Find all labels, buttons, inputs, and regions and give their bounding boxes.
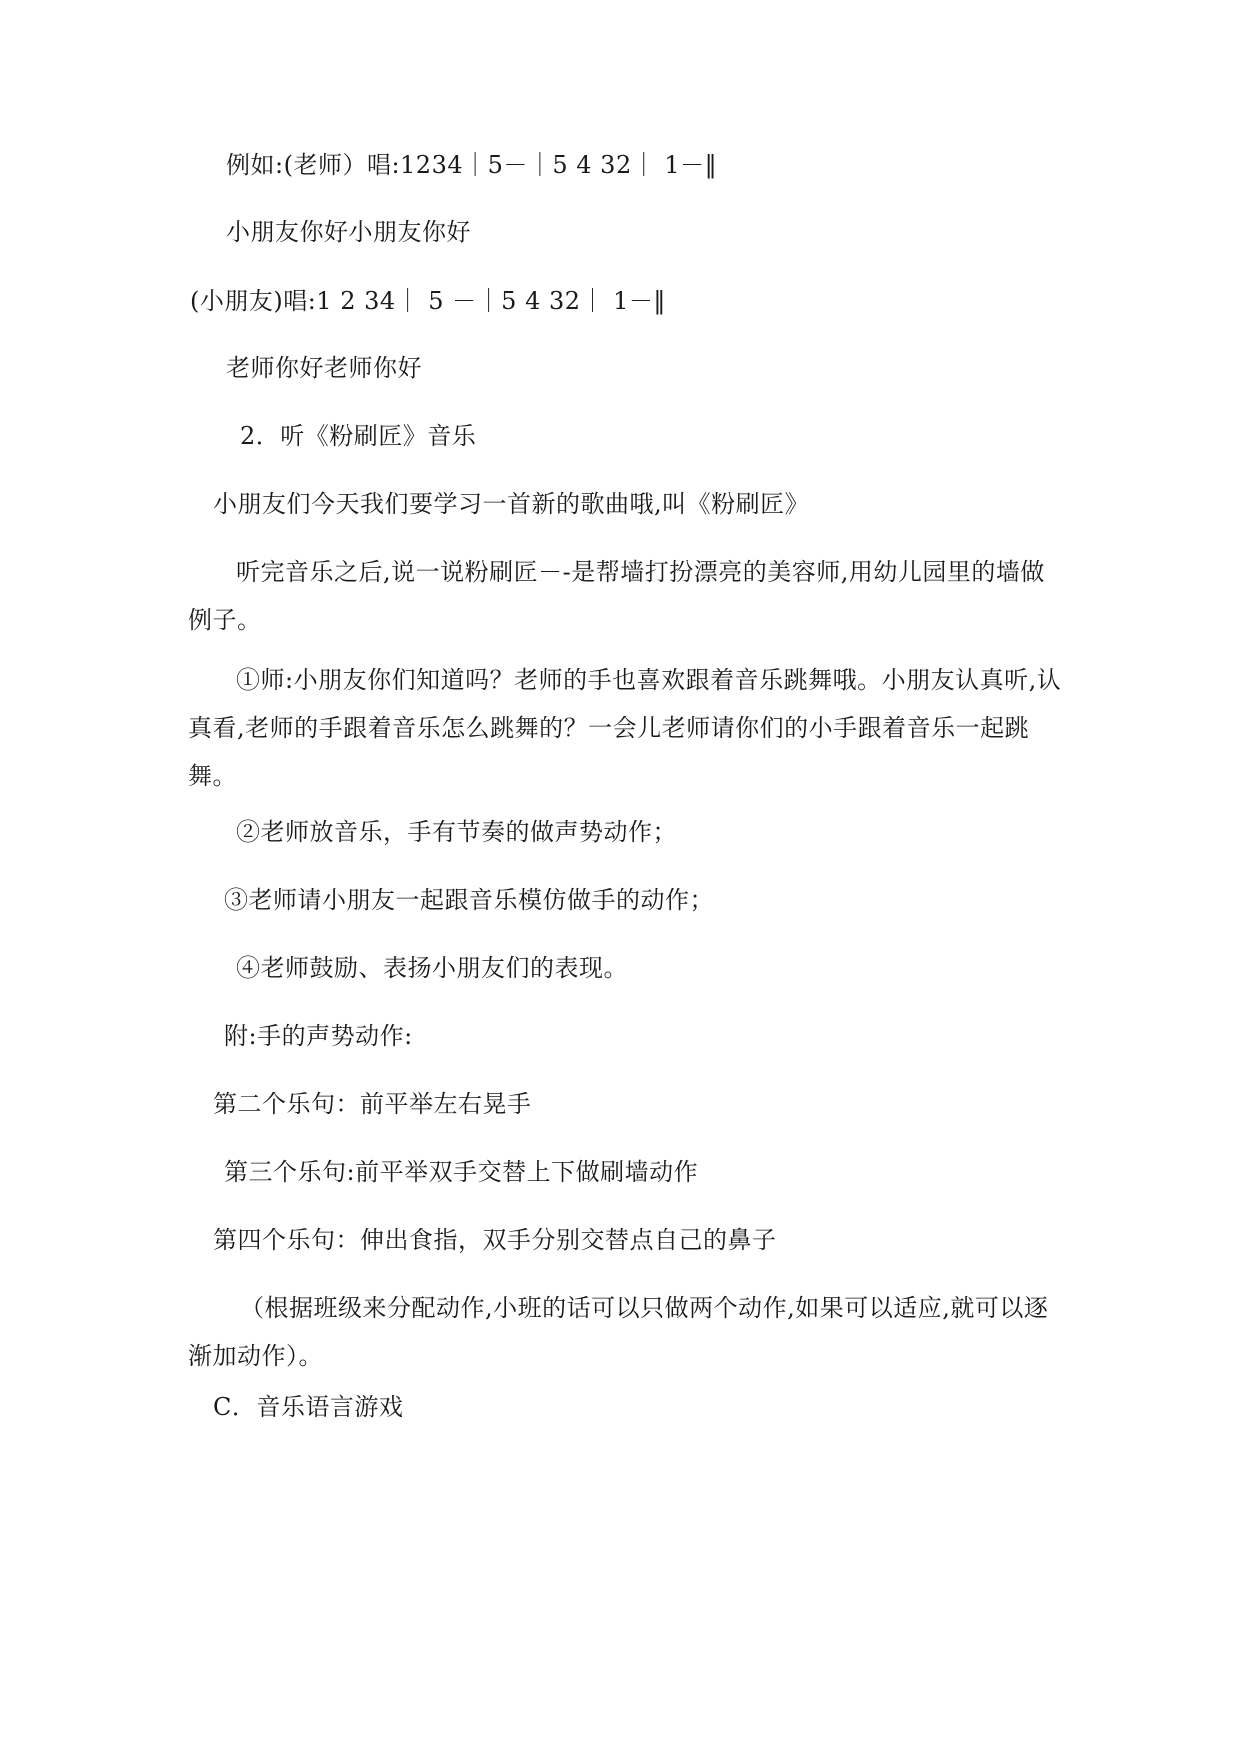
notation-children-line: (小朋友)唱:1 2 34｜ 5 －｜5 4 32｜ 1－‖ <box>190 287 666 315</box>
notation-teacher-line: 例如:(老师）唱:1234｜5－｜5 4 32｜ 1－‖ <box>226 151 718 179</box>
section-heading-2: 2．听《粉刷匠》音乐 <box>240 422 477 450</box>
appendix-heading: 附:手的声势动作: <box>224 1022 413 1050</box>
lyric-children-line: 老师你好老师你好 <box>226 354 422 382</box>
paragraph-step-1: ①师:小朋友你们知道吗？老师的手也喜欢跟着音乐跳舞哦。小朋友认真听,认真看,老师的手跟着音乐怎么跳舞的？一会儿老师请你们的小手跟着音乐一起跳舞。 <box>188 666 1062 790</box>
section-heading-c: C．音乐语言游戏 <box>213 1393 404 1421</box>
step-3-line: ③老师请小朋友一起跟音乐模仿做手的动作； <box>224 886 714 914</box>
paragraph-after-listening: 听完音乐之后,说一说粉刷匠－-是帮墙打扮漂亮的美容师,用幼儿园里的墙做例子。 <box>188 558 1045 634</box>
phrase-4-line: 第四个乐句：伸出食指，双手分别交替点自己的鼻子 <box>213 1226 777 1254</box>
intro-line: 小朋友们今天我们要学习一首新的歌曲哦,叫《粉刷匠》 <box>213 490 810 518</box>
paragraph-note: （根据班级来分配动作,小班的话可以只做两个动作,如果可以适应,就可以逐渐加动作）。 <box>188 1294 1049 1370</box>
phrase-3-line: 第三个乐句:前平举双手交替上下做刷墙动作 <box>224 1158 699 1186</box>
phrase-2-line: 第二个乐句：前平举左右晃手 <box>213 1090 532 1118</box>
lyric-teacher-line: 小朋友你好小朋友你好 <box>226 218 471 246</box>
step-2-line: ②老师放音乐，手有节奏的做声势动作； <box>236 818 677 846</box>
step-4-line: ④老师鼓励、表扬小朋友们的表现。 <box>236 954 628 982</box>
